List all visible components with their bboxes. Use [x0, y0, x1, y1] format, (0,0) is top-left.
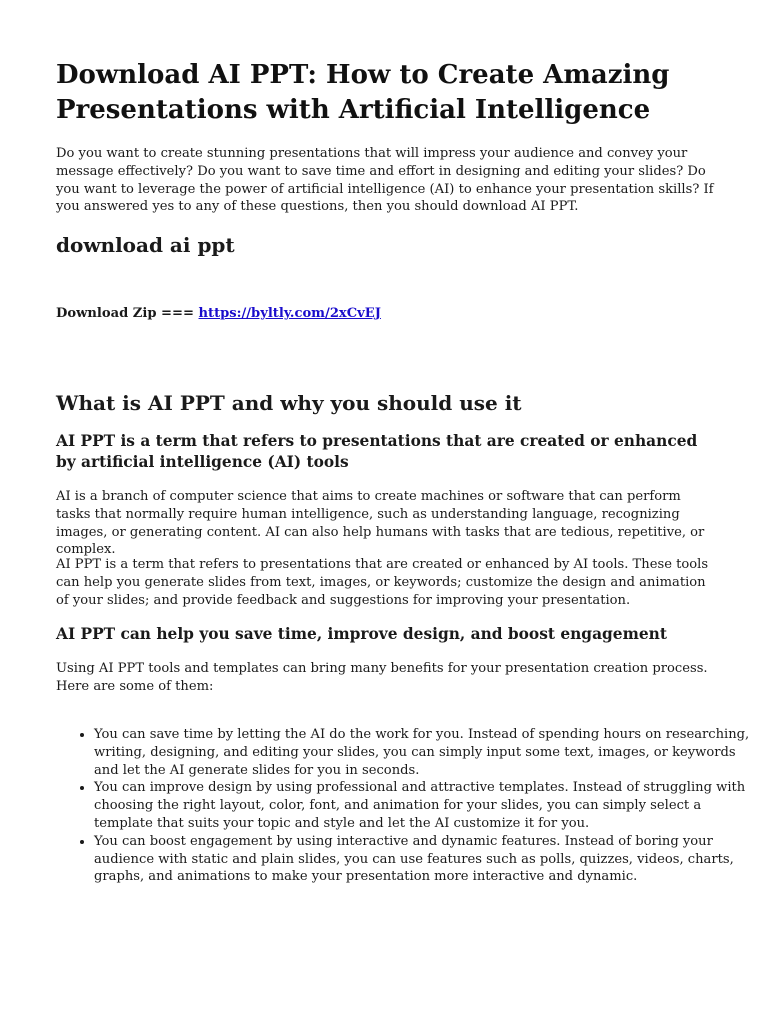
- download-label: Download Zip ===: [56, 306, 199, 321]
- list-item: • You can save time by letting the AI do the work for you. Instead of spending hours on researching, writing, designing, and editing your slides, you can simply input some text, images, or keywords and let the AI generate slides for you in seconds.: [94, 726, 754, 779]
- list-item: • You can improve design by using professional and attractive templates. Instead of struggling with choosing the right layout, color, font, and animation for your slides, you can simply select a template that suits your topic and style and let the AI customize it for you.: [94, 779, 754, 832]
- keyword-heading: download ai ppt: [56, 233, 235, 257]
- paragraph-ai-ppt-definition: AI PPT is a term that refers to presentations that are created or enhanced by AI tools. These tools can help you generate slides from text, images, or keywords; customize the design and animation of your slides; and provide feedback and suggestions for improving your presentation.: [56, 557, 709, 608]
- subheading-ai-ppt-term: AI PPT is a term that refers to presentations that are created or enhanced by artificial intelligence (AI) tools: [56, 432, 698, 471]
- intro-paragraph: Do you want to create stunning presentations that will impress your audience and convey your message effectively? Do you want to save time and effort in designing and editing your slides? Do you want to leverage the power of artificial intelligence (AI) to enhance your presentation skills? If you answered yes to any of these questions, then you should download AI PPT.: [56, 146, 714, 215]
- list-item: • You can boost engagement by using interactive and dynamic features. Instead of boring your audience with static and plain slides, you can use features such as polls, quizzes, videos, charts, graphs, and animations to make your presentation more interactive and dynamic.: [94, 833, 754, 886]
- download-link[interactable]: https://byltly.com/2xCvEJ: [198, 306, 381, 321]
- benefits-list: [56, 726, 754, 886]
- page-title: Download AI PPT: How to Create Amazing Presentations with Artificial Intelligence: [56, 60, 670, 125]
- section-heading-what-is-ai-ppt: What is AI PPT and why you should use it: [56, 391, 522, 415]
- paragraph-benefits-intro: Using AI PPT tools and templates can bring many benefits for your presentation creation process. Here are some of them:: [56, 661, 708, 694]
- download-line: [56, 305, 381, 323]
- subheading-benefits: AI PPT can help you save time, improve design, and boost engagement: [56, 625, 667, 643]
- paragraph-ai-definition: AI is a branch of computer science that aims to create machines or software that can perform tasks that normally require human intelligence, such as understanding language, recognizing images, or generating content. AI can also help humans with tasks that are tedious, repetitive, or complex.: [56, 489, 705, 558]
